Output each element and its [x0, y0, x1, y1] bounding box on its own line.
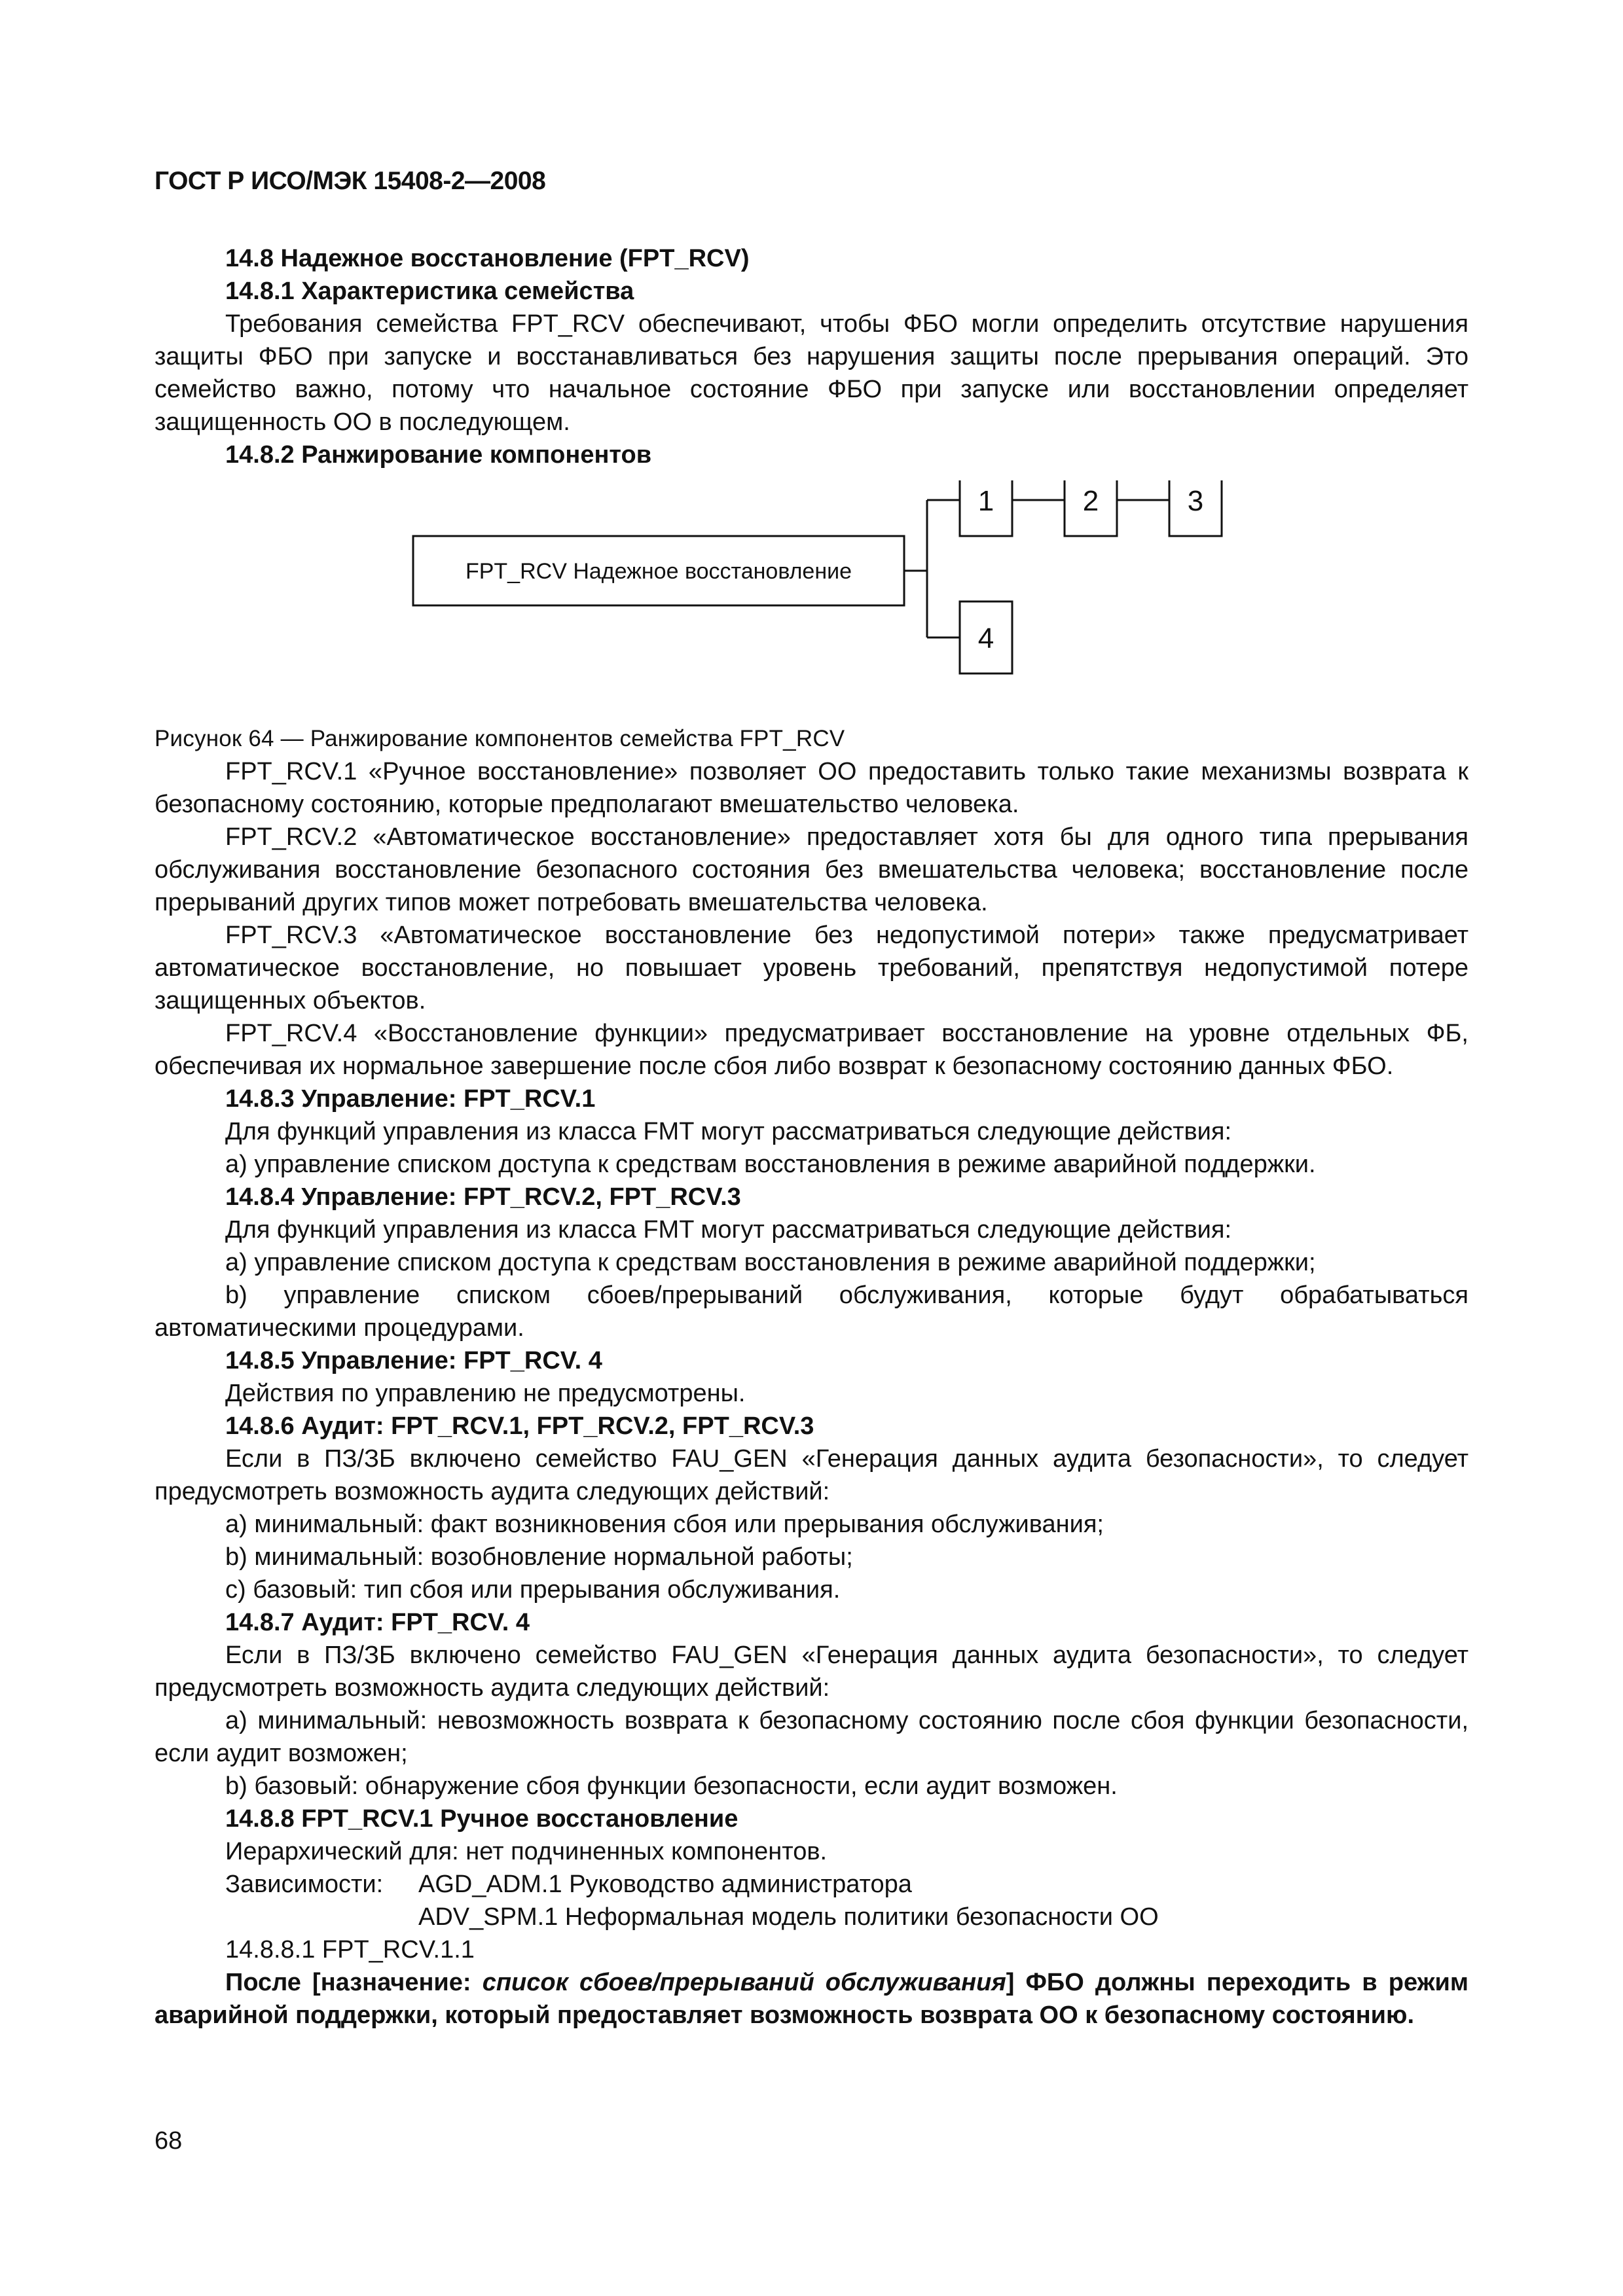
list-item: а) минимальный: факт возникновения сбоя или прерывания обслуживания;: [225, 1511, 1104, 1538]
subsection-heading: 14.8.7 Аудит: FPT_RCV. 4: [225, 1609, 530, 1636]
subsection-heading: 14.8.6 Аудит: FPT_RCV.1, FPT_RCV.2, FPT_RCV.3: [225, 1412, 814, 1440]
subsection-heading: 14.8.1 Характеристика семейства: [225, 278, 634, 305]
list-item: b) управление списком сбоев/прерываний обслуживания, которые будут обрабатываться автоматическими процедурами.: [155, 1282, 1468, 1342]
paragraph: Для функций управления из класса FMT могут рассматриваться следующие действия:: [225, 1216, 1232, 1244]
requirement-part: После [назначение:: [225, 1969, 483, 1996]
dependency-item: ADV_SPM.1 Неформальная модель политики безопасности ОО: [418, 1903, 1159, 1931]
paragraph: Требования семейства FPT_RCV обеспечивают, чтобы ФБО могли определить отсутствие нарушения защиты ФБО при запуске и восстанавливаться без нарушения защиты после прерывания операций. Это семейство важно, потому что начальное состояние ФБО при запуске или восстановлении определяет защищенность ОО в последующем.: [155, 310, 1468, 436]
family-box-label: FPT_RCV Надежное восстановление: [465, 559, 852, 584]
subsection-heading: 14.8.4 Управление: FPT_RCV.2, FPT_RCV.3: [225, 1183, 741, 1211]
paragraph: Для функций управления из класса FMT могут рассматриваться следующие действия:: [225, 1118, 1232, 1145]
dependencies-spacer: [155, 1901, 418, 1933]
paragraph: Если в ПЗ/ЗБ включено семейство FAU_GEN «Генерация данных аудита безопасности», то следует предусмотреть возможность аудита следующих действий:: [155, 1445, 1468, 1505]
paragraph: FPT_RCV.2 «Автоматическое восстановление» предоставляет хотя бы для одного типа прерывания обслуживания восстановление безопасного состояния без вмешательства человека; восстановление после прерываний других типов может потребовать вмешательства человека.: [155, 823, 1468, 916]
component-label-4: 4: [977, 622, 994, 655]
component-label-2: 2: [1082, 485, 1099, 517]
dependency-item: AGD_ADM.1 Руководство администратора: [418, 1871, 912, 1898]
element-id: 14.8.8.1 FPT_RCV.1.1: [225, 1936, 475, 1964]
subsection-heading: 14.8.8 FPT_RCV.1 Ручное восстановление: [225, 1805, 739, 1833]
component-levelling-diagram: [155, 480, 1468, 716]
subsection-heading: 14.8.3 Управление: FPT_RCV.1: [225, 1085, 596, 1113]
document-header: ГОСТ Р ИСО/МЭК 15408-2—2008: [155, 167, 546, 195]
figure-caption: Рисунок 64 — Ранжирование компонентов семейства FPT_RCV: [155, 726, 845, 751]
requirement-part: ] ФБО должны переходить в режим аварийной поддержки, который предоставляет возможность возврата ОО к безопасному состоянию.: [155, 1969, 1468, 2029]
dependencies: [155, 1901, 1468, 1933]
list-item: а) управление списком доступа к средствам восстановления в режиме аварийной поддержки;: [225, 1249, 1316, 1276]
list-item: а) минимальный: невозможность возврата к безопасному состоянию после сбоя функции безопасности, если аудит возможен;: [155, 1707, 1468, 1767]
paragraph: Действия по управлению не предусмотрены.: [225, 1380, 746, 1407]
component-label-1: 1: [977, 485, 994, 517]
list-item: b) минимальный: возобновление нормальной работы;: [225, 1543, 853, 1571]
requirement-assignment: список сбоев/прерываний обслуживания: [482, 1969, 1006, 1996]
component-label-3: 3: [1187, 485, 1204, 517]
requirement-text: [155, 1966, 1468, 2032]
section-heading: 14.8 Надежное восстановление (FPT_RCV): [225, 245, 750, 272]
paragraph: Если в ПЗ/ЗБ включено семейство FAU_GEN «Генерация данных аудита безопасности», то следует предусмотреть возможность аудита следующих действий:: [155, 1641, 1468, 1702]
paragraph: FPT_RCV.3 «Автоматическое восстановление без недопустимой потери» также предусматривает автоматическое восстановление, но повышает уровень требований, препятствуя недопустимой потере защищенных объектов.: [155, 922, 1468, 1014]
subsection-heading: 14.8.2 Ранжирование компонентов: [225, 441, 652, 469]
dependencies: [155, 1868, 1468, 1901]
dependencies-label: Зависимости:: [225, 1871, 384, 1898]
document-body: [155, 242, 1468, 2032]
page-number: 68: [155, 2127, 183, 2155]
paragraph: FPT_RCV.1 «Ручное восстановление» позволяет ОО предоставить только такие механизмы возврата к безопасному состоянию, которые предполагают вмешательство человека.: [155, 758, 1468, 818]
list-item: b) базовый: обнаружение сбоя функции безопасности, если аудит возможен.: [225, 1772, 1118, 1800]
subsection-heading: 14.8.5 Управление: FPT_RCV. 4: [225, 1347, 602, 1374]
list-item: с) базовый: тип сбоя или прерывания обслуживания.: [225, 1576, 841, 1604]
hierarchy-line: Иерархический для: нет подчиненных компонентов.: [225, 1838, 828, 1865]
list-item: а) управление списком доступа к средствам восстановления в режиме аварийной поддержки.: [225, 1151, 1316, 1178]
paragraph: FPT_RCV.4 «Восстановление функции» предусматривает восстановление на уровне отдельных ФБ, обеспечивая их нормальное завершение после сбоя либо возврат к безопасному состоянию данных ФБО.: [155, 1020, 1468, 1080]
